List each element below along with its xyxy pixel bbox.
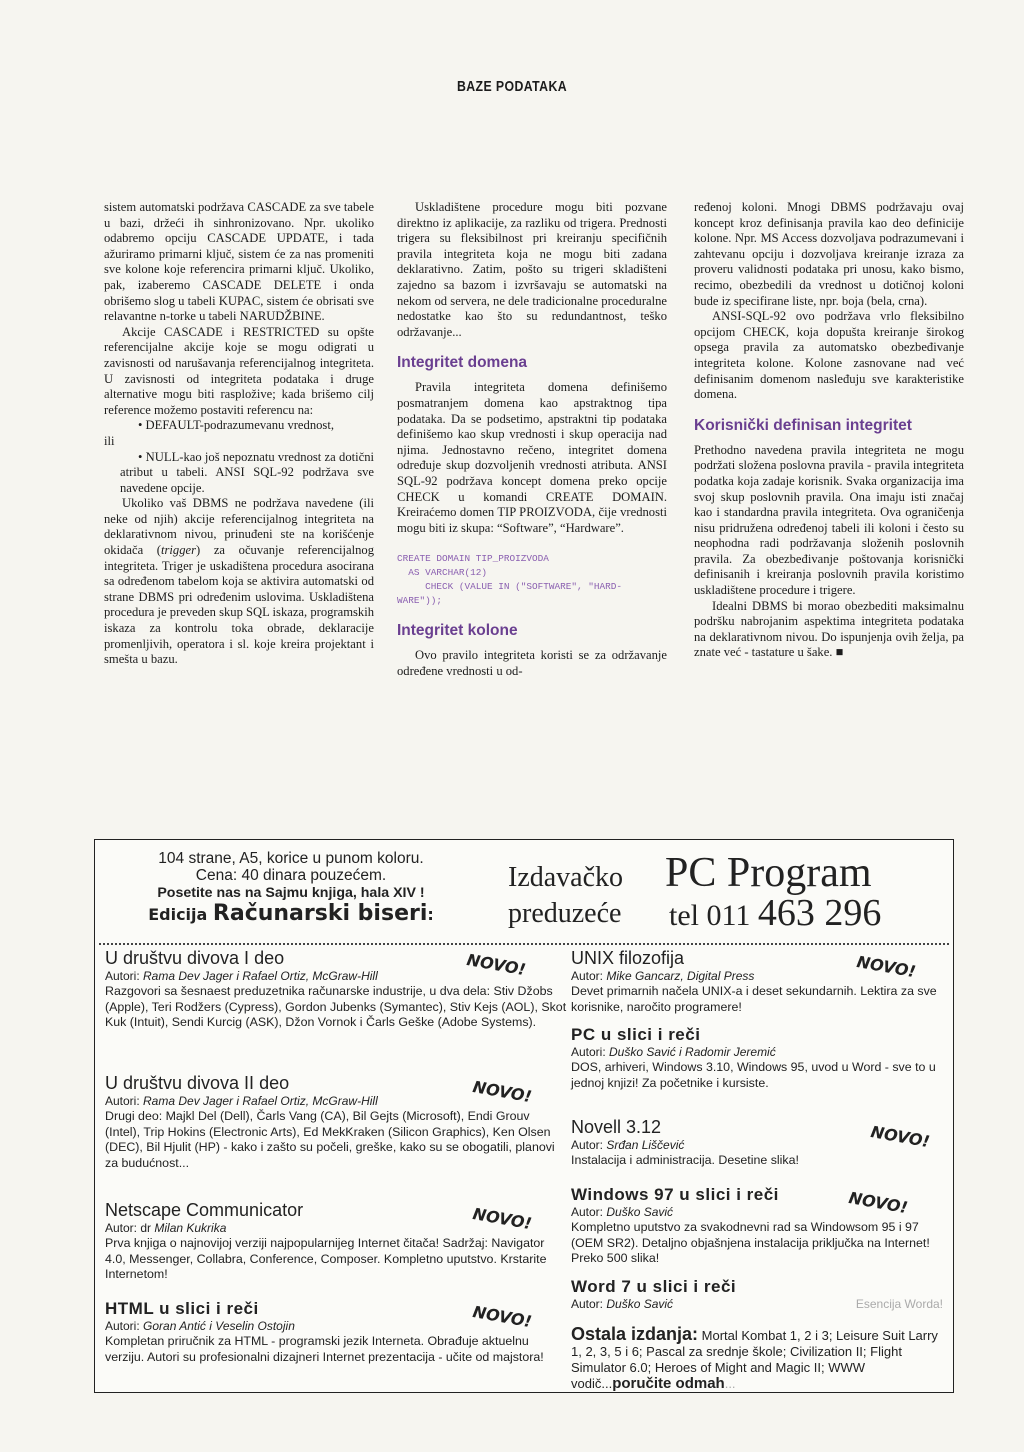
- ad-pages-line: 104 strane, A5, korice u punom koloru.: [158, 850, 424, 867]
- col3-paragraph-3: Prethodno navedena pravila integriteta ne mogu podržati složena poslovna pravila - pravila integriteta podatka koja zadaje korisnik. Svaka organizacija ima svoj skup poslovnih pravila. Ona imaju isti značaj kao i standardna pravila integriteta. Ova ograničenja nisu pridružena određenoj tabeli ili koloni i često su neophodna radi podržavanja složenih poslovnih pravila. Za obezbeđivanje poštovanja korisnički definisanih i kreiranja poslovnih pravila koristimo uskladištene procedure i trigere.: [694, 442, 964, 598]
- ad-price-line: Cena: 40 dinara pouzećem.: [195, 867, 387, 884]
- book-pc-slici: [571, 1024, 947, 1091]
- order-now: poručite odmah: [612, 1375, 725, 1392]
- phone-number: [669, 892, 882, 934]
- novo-badge: NOVO!: [471, 1302, 534, 1332]
- book-description: Prva knjiga o najnovijoj verziji najpopularnijeg Internet čitača! Sadržaj: Navigator 4.0, Messenger, Collabra, Conference, Composer. Kompletno uputstvo. Krstarite Internetom!: [105, 1236, 547, 1282]
- book-description: Devet primarnih načela UNIX-a i deset sekundarnih. Lektira za sve korisnike, naročito programere!: [571, 984, 937, 1014]
- col3-paragraph-4: Idealni DBMS bi morao obezbediti maksimalnu podršku nabrojanim aspektima integriteta podataka na deklarativnom nivou. Do ispunjenja ovih želja, pa znate već - tastature u šake. ■: [694, 598, 964, 660]
- author-name: Mike Gancarz, Digital Press: [606, 969, 755, 983]
- book-description: Kompletan priručnik za HTML - programski jezik Interneta. Obrađuje aktuelnu verziju. Autori su profesionalni dizajneri Internet prezentacija - učite od majstora!: [105, 1334, 544, 1364]
- ad-fair-line: Posetite nas na Sajmu knjiga, hala XIV !: [157, 885, 425, 901]
- book-description: Kompletno uputstvo za svakodnevni rad sa Windowsom 95 i 97 (OEM SR2). Detaljno objašnjena instalacija priključka na Internet! Preko 500 slika!: [571, 1220, 930, 1266]
- col1-bullet-null: • NULL-kao još nepoznatu vrednost za dotični atribut u tabeli. ANSI SQL-92 podržava sve navedene opcije.: [120, 449, 374, 495]
- novo-badge: NOVO!: [847, 1188, 910, 1218]
- book-title: PC u slici i reči: [571, 1025, 701, 1044]
- novo-badge: NOVO!: [465, 950, 528, 980]
- col2-paragraph-1: Uskladištene procedure mogu biti pozvane direktno iz aplikacije, za razliku od trigera. Prednosti trigera su fleksibilnost pri kreiranju specifičnih pravila integriteta koja ne mogu biti zadana deklarativno. Zatim, pošto su trigeri skladišteni zajedno sa bazom i izvršavaju se automatski na nekom od servera, ne dele tradicionalne proceduralne nedostatke kao što su redundantnost, teško održavanje...: [397, 200, 667, 339]
- author-name: Rama Dev Jager i Rafael Ortiz, McGraw-Hill: [143, 1094, 378, 1108]
- col1-p3-part-b: ) za očuvanje referencijalnog integriteta. Triger je uskadištena procedura asocirana sa određenom tabelom koja se aktivira automatski od strane DBMS pri određenim uslovima. Uskladištena procedura je preveden skup SQL iskaza, programskih iskaza za kontrolu toka obrade, deklaracije promenljivih, operatora i sl. koje kreira projektant i smešta u bazu.: [104, 543, 374, 667]
- author-name: Rama Dev Jager i Rafael Ortiz, McGraw-Hill: [143, 969, 378, 983]
- author-name: Milan Kukrika: [154, 1221, 227, 1235]
- author-label: Autor: dr: [105, 1221, 155, 1235]
- book-extra: Esencija Worda!: [855, 1297, 943, 1311]
- col3-paragraph-1: ređenoj koloni. Mnogi DBMS podržavaju ovaj koncept kroz definisanja pravila kao deo definicije kolone. Npr. MS Access dozvoljava podrazumevani i zahtevanu opciju i dozvoljava kreiranje izraza za proveru validnosti podataka pri unosu, kako bismo, recimo, obezbedili da vrednost u dotičnoj koloni bude iz specifirane liste, npr. boja (bela, crna).: [694, 200, 964, 308]
- col1-paragraph-3: [104, 496, 374, 668]
- author-label: Autor:: [571, 1297, 607, 1311]
- author-label: Autori:: [105, 1094, 144, 1108]
- brand-name: PC Program: [665, 850, 872, 896]
- code-create-domain: CREATE DOMAIN TIP_PROIZVODA AS VARCHAR(12) CHECK (VALUE IN ("SOFTWARE", "HARD- WARE"));: [397, 553, 623, 607]
- ad-edicija-label: Edicija: [148, 905, 208, 924]
- ad-series-colon: :: [427, 905, 434, 924]
- col1-p3-trigger: trigger: [161, 543, 196, 558]
- author-name: Srđan Liščević: [606, 1138, 685, 1152]
- col2-paragraph-3: Ovo pravilo integriteta koristi se za održavanje određene vrednosti u od-: [397, 648, 667, 678]
- publisher-label: [508, 860, 623, 932]
- other-editions-label: Ostala izdanja:: [571, 1324, 699, 1344]
- novo-badge: NOVO!: [855, 952, 918, 982]
- ad-info-block: [95, 850, 487, 926]
- book-author: [571, 1045, 947, 1060]
- col3-paragraph-2: ANSI-SQL-92 ovo podržava vrlo fleksibilno opcijom CHECK, koja dopušta kreiranje širokog opsega pravila za automatsko obezbeđivanje integriteta kolone. Kolone zasnovane nad već definisanim domenom nasleđuju sve karakteristike domena.: [694, 309, 964, 402]
- book-title: U društvu divova I deo: [105, 948, 285, 968]
- section-header: BAZE PODATAKA: [456, 78, 568, 95]
- author-name: Goran Antić i Veselin Ostojin: [143, 1319, 295, 1333]
- book-description: Drugi deo: Majkl Del (Dell), Čarls Vang (CA), Bil Gejts (Microsoft), Endi Grouv (Intel), Trip Hokins (Electronic Arts), Ed MekKraken (Silicon Graphics), Ken Olsen (DEC), Bil Hjulit (HP) - kako i zašto su počeli, greške, kako su se obogatili, planovi za budućnost...: [105, 1109, 555, 1170]
- ad-series-name: Računarski biseri: [212, 901, 428, 926]
- book-title: Novell 3.12: [571, 1117, 662, 1137]
- book-description: Razgovori sa šesnaest preduzetnika računarske industrije, u dva dela: Stiv Džobs (Apple), Teri Rodžers (Cypress), Gordon Jubenks (Symantec), Stiv Kejs (AOL), Skot Kuk (Intuit), Sendi Kurcig (ASK), Džon Vornok i Čarls Geške (Adobe Systems).: [105, 984, 567, 1030]
- col2-paragraph-2: Pravila integriteta domena definišemo posmatranjem domena kao apstraktnog tipa podataka. Da se podsetimo, apstraktni tip podataka definišemo kao skup vrednosti i skup operacija nad njima. Jednostavno rečeno, integritet domena određuje skup dozvoljenih vrednosti atributa. ANSI SQL-92 podržava koncept domena preko opcije CHECK u komandi CREATE DOMAIN. Kreiraćemo domen TIP PROIZVODA, čije vrednosti mogu biti iz skupa: “Software”, “Hardware”.: [397, 380, 667, 535]
- author-label: Autori:: [571, 1045, 610, 1059]
- col1-ili: ili: [104, 433, 115, 448]
- author-label: Autor:: [571, 1205, 607, 1219]
- publisher-line-2: preduzeće: [508, 898, 622, 929]
- heading-integritet-domena: Integritet domena: [397, 354, 528, 372]
- author-label: Autor:: [571, 1138, 607, 1152]
- book-title: HTML u slici i reči: [105, 1299, 259, 1318]
- author-label: Autori:: [105, 1319, 144, 1333]
- author-name: Duško Savić i Radomir Jeremić: [609, 1045, 776, 1059]
- phone-digits: 463 296: [757, 892, 882, 934]
- book-title: U društvu divova II deo: [105, 1073, 290, 1093]
- publisher-line-1: Izdavačko: [508, 862, 624, 893]
- author-name: Duško Savić: [606, 1297, 674, 1311]
- novo-badge: NOVO!: [471, 1204, 534, 1234]
- book-author: [571, 1297, 947, 1312]
- dotted-divider: [99, 943, 949, 945]
- book-title: Word 7 u slici i reči: [571, 1277, 737, 1296]
- heading-korisnicki-integritet: Korisnički definisan integritet: [694, 416, 912, 434]
- phone-label: tel 011: [669, 899, 751, 932]
- ad-series-line: [95, 903, 487, 926]
- col1-p3-part-a: Ukoliko vaš DBMS ne podržava navedene (ili neke od njih) akcije referencijalnog integriteta na deklarativnom nivou, prinuđeni ste na korišćenje okidača (: [104, 496, 374, 558]
- article-column-1: [104, 200, 374, 668]
- book-advertisement: [94, 839, 954, 1393]
- book-description: Instalacija i administracija. Desetine slika!: [571, 1153, 799, 1168]
- book-description: DOS, arhiveri, Windows 3.10, Windows 95, uvod u Word - sve to u jednoj knjizi! Za početnike i kursiste.: [571, 1060, 936, 1090]
- book-title: UNIX filozofija: [571, 948, 685, 968]
- novo-badge: NOVO!: [471, 1077, 534, 1107]
- heading-integritet-kolone: Integritet kolone: [397, 622, 518, 640]
- col1-bullet-default: • DEFAULT-podrazumevanu vrednost,: [138, 418, 334, 433]
- book-word7: [571, 1276, 947, 1312]
- other-editions: [571, 1326, 947, 1392]
- article-column-3: [694, 200, 964, 661]
- author-label: Autori:: [105, 969, 144, 983]
- article-column-2: [397, 200, 667, 679]
- order-dots: ...: [724, 1376, 736, 1391]
- book-title: Netscape Communicator: [105, 1200, 304, 1220]
- book-title: Windows 97 u slici i reči: [571, 1185, 779, 1204]
- author-name: Duško Savić: [606, 1205, 674, 1219]
- novo-badge: NOVO!: [869, 1122, 932, 1152]
- col1-paragraph-1: sistem automatski podržava CASCADE za sve tabele u bazi, držeći ih sinhronizovano. Npr. ukoliko odabremo opciju CASCADE UPDATE, i tada ažuriramo primarni ključ, sistem će za nas promeniti sve kolone koje referencira primarni ključ. Ukoliko, pak, izaberemo CASCADE DELETE i onda obrišemo slog u tabeli KUPAC, sistem će obrisati sve relavantne n-torke u tabeli NARUDŽBINE.: [104, 200, 374, 324]
- other-editions-list: Mortal Kombat 1, 2 i 3; Leisure Suit Larry 1, 2, 3, 5 i 6; Pascal za srednje škole; Civilization II; Flight Simulator 6.0; Heroes of Might and Magic II; WWW vodič...: [571, 1328, 938, 1391]
- col1-paragraph-2: Akcije CASCADE i RESTRICTED su opšte referencijalne akcije koje se mogu odigrati u zavisnosti od narušavanja referencijalnog integriteta. U zavisnosti od integriteta podataka i druge alternative mogu biti raspložive; kada brišemo cilj reference možemo postaviti referencu na:: [104, 324, 374, 417]
- author-label: Autor:: [571, 969, 607, 983]
